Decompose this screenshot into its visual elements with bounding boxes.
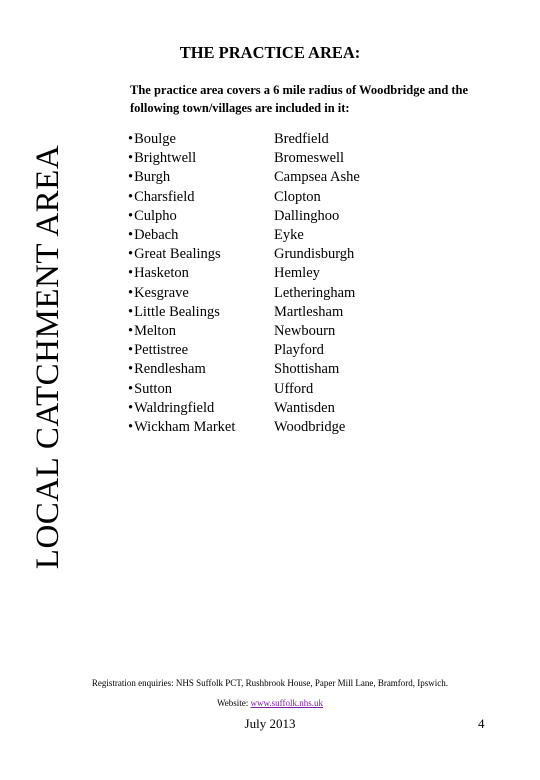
village-item (128, 168, 235, 187)
village-name: Debach (134, 227, 179, 244)
village-item (274, 380, 360, 399)
village-item (128, 341, 235, 360)
village-item (274, 284, 360, 303)
village-item (128, 264, 235, 283)
village-name: Playford (274, 342, 324, 359)
bullet-symbol: • (128, 303, 134, 320)
village-item (274, 245, 360, 264)
village-name: Letheringham (274, 284, 356, 301)
village-item (274, 360, 360, 379)
village-item (274, 264, 360, 283)
village-name: Boulge (134, 131, 176, 147)
bullet-symbol: • (128, 284, 134, 301)
side-title: LOCAL CATCHMENT AREA (30, 144, 66, 570)
bullet-symbol: • (128, 131, 134, 147)
village-name: Rendlesham (134, 361, 206, 378)
village-item (128, 303, 235, 322)
village-name: Little Bealings (134, 303, 220, 320)
village-item (128, 322, 235, 341)
bullet-symbol: • (128, 323, 134, 340)
bullet-symbol: • (128, 361, 134, 378)
village-item (128, 284, 235, 303)
village-name: Newbourn (274, 323, 336, 340)
village-item (274, 303, 360, 322)
village-name: Dallinghoo (274, 207, 340, 224)
bullet-symbol: • (128, 169, 134, 186)
village-item (274, 168, 360, 187)
village-item (274, 149, 360, 168)
intro-paragraph: The practice area covers a 6 mile radius of Woodbridge and the following town/villages are included in it: (130, 83, 469, 115)
village-name: Kesgrave (134, 284, 189, 301)
village-item (128, 360, 235, 379)
page-number: 4 (478, 716, 485, 731)
bullet-symbol: • (128, 188, 134, 205)
bullet-symbol: • (128, 399, 134, 416)
village-name: Pettistree (134, 342, 189, 359)
village-item (274, 130, 360, 149)
village-name: Eyke (274, 227, 304, 244)
village-name: Melton (134, 323, 176, 340)
bullet-symbol: • (128, 380, 134, 397)
bullet-symbol: • (128, 207, 134, 224)
village-name: Grundisburgh (274, 246, 355, 263)
bullet-symbol: • (128, 227, 134, 244)
village-name: Hasketon (134, 265, 189, 282)
village-item (274, 207, 360, 226)
registration-enquiries: Registration enquiries: NHS Suffolk PCT, Rushbrook House, Paper Mill Lane, Bramford, Ipswich. (91, 678, 449, 688)
bullet-symbol: • (128, 419, 134, 436)
page-heading: THE PRACTICE AREA: (179, 43, 361, 62)
village-name: Culpho (134, 207, 177, 224)
village-item (128, 207, 235, 226)
village-item (274, 188, 360, 207)
village-name: Martlesham (274, 303, 344, 320)
village-item (128, 226, 235, 245)
footer-date: July 2013 (244, 716, 296, 731)
village-name: Charsfield (134, 188, 195, 205)
village-name: Wantisden (274, 399, 335, 416)
bullet-symbol: • (128, 342, 134, 359)
village-name: Woodbridge (274, 419, 346, 436)
village-item (274, 399, 360, 418)
village-name: Hemley (274, 265, 320, 282)
village-name: Wickham Market (134, 419, 236, 436)
village-name: Great Bealings (134, 246, 221, 263)
village-name: Brightwell (134, 150, 197, 167)
village-item (274, 226, 360, 245)
village-item (128, 149, 235, 168)
village-name: Burgh (134, 169, 171, 186)
website-link[interactable]: www.suffolk.nhs.uk (250, 698, 324, 708)
village-item (274, 322, 360, 341)
village-item (128, 418, 235, 437)
bullet-symbol: • (128, 265, 134, 282)
village-item (274, 418, 360, 437)
village-name: Waldringfield (134, 399, 215, 416)
website-label: Website: (216, 698, 249, 708)
village-item (128, 188, 235, 207)
village-list-left (128, 130, 235, 437)
village-item (274, 341, 360, 360)
village-item (128, 380, 235, 399)
village-name: Clopton (274, 188, 321, 205)
village-name: Campsea Ashe (274, 169, 360, 186)
village-list-right (274, 130, 360, 437)
website-line (0, 697, 540, 709)
village-name: Bredfield (274, 131, 329, 147)
bullet-symbol: • (128, 246, 134, 263)
village-item (128, 130, 235, 149)
village-name: Shottisham (274, 361, 340, 378)
village-item (128, 399, 235, 418)
village-name: Sutton (134, 380, 172, 397)
bullet-symbol: • (128, 150, 134, 167)
village-item (128, 245, 235, 264)
village-name: Ufford (274, 380, 314, 397)
village-name: Bromeswell (274, 150, 345, 167)
